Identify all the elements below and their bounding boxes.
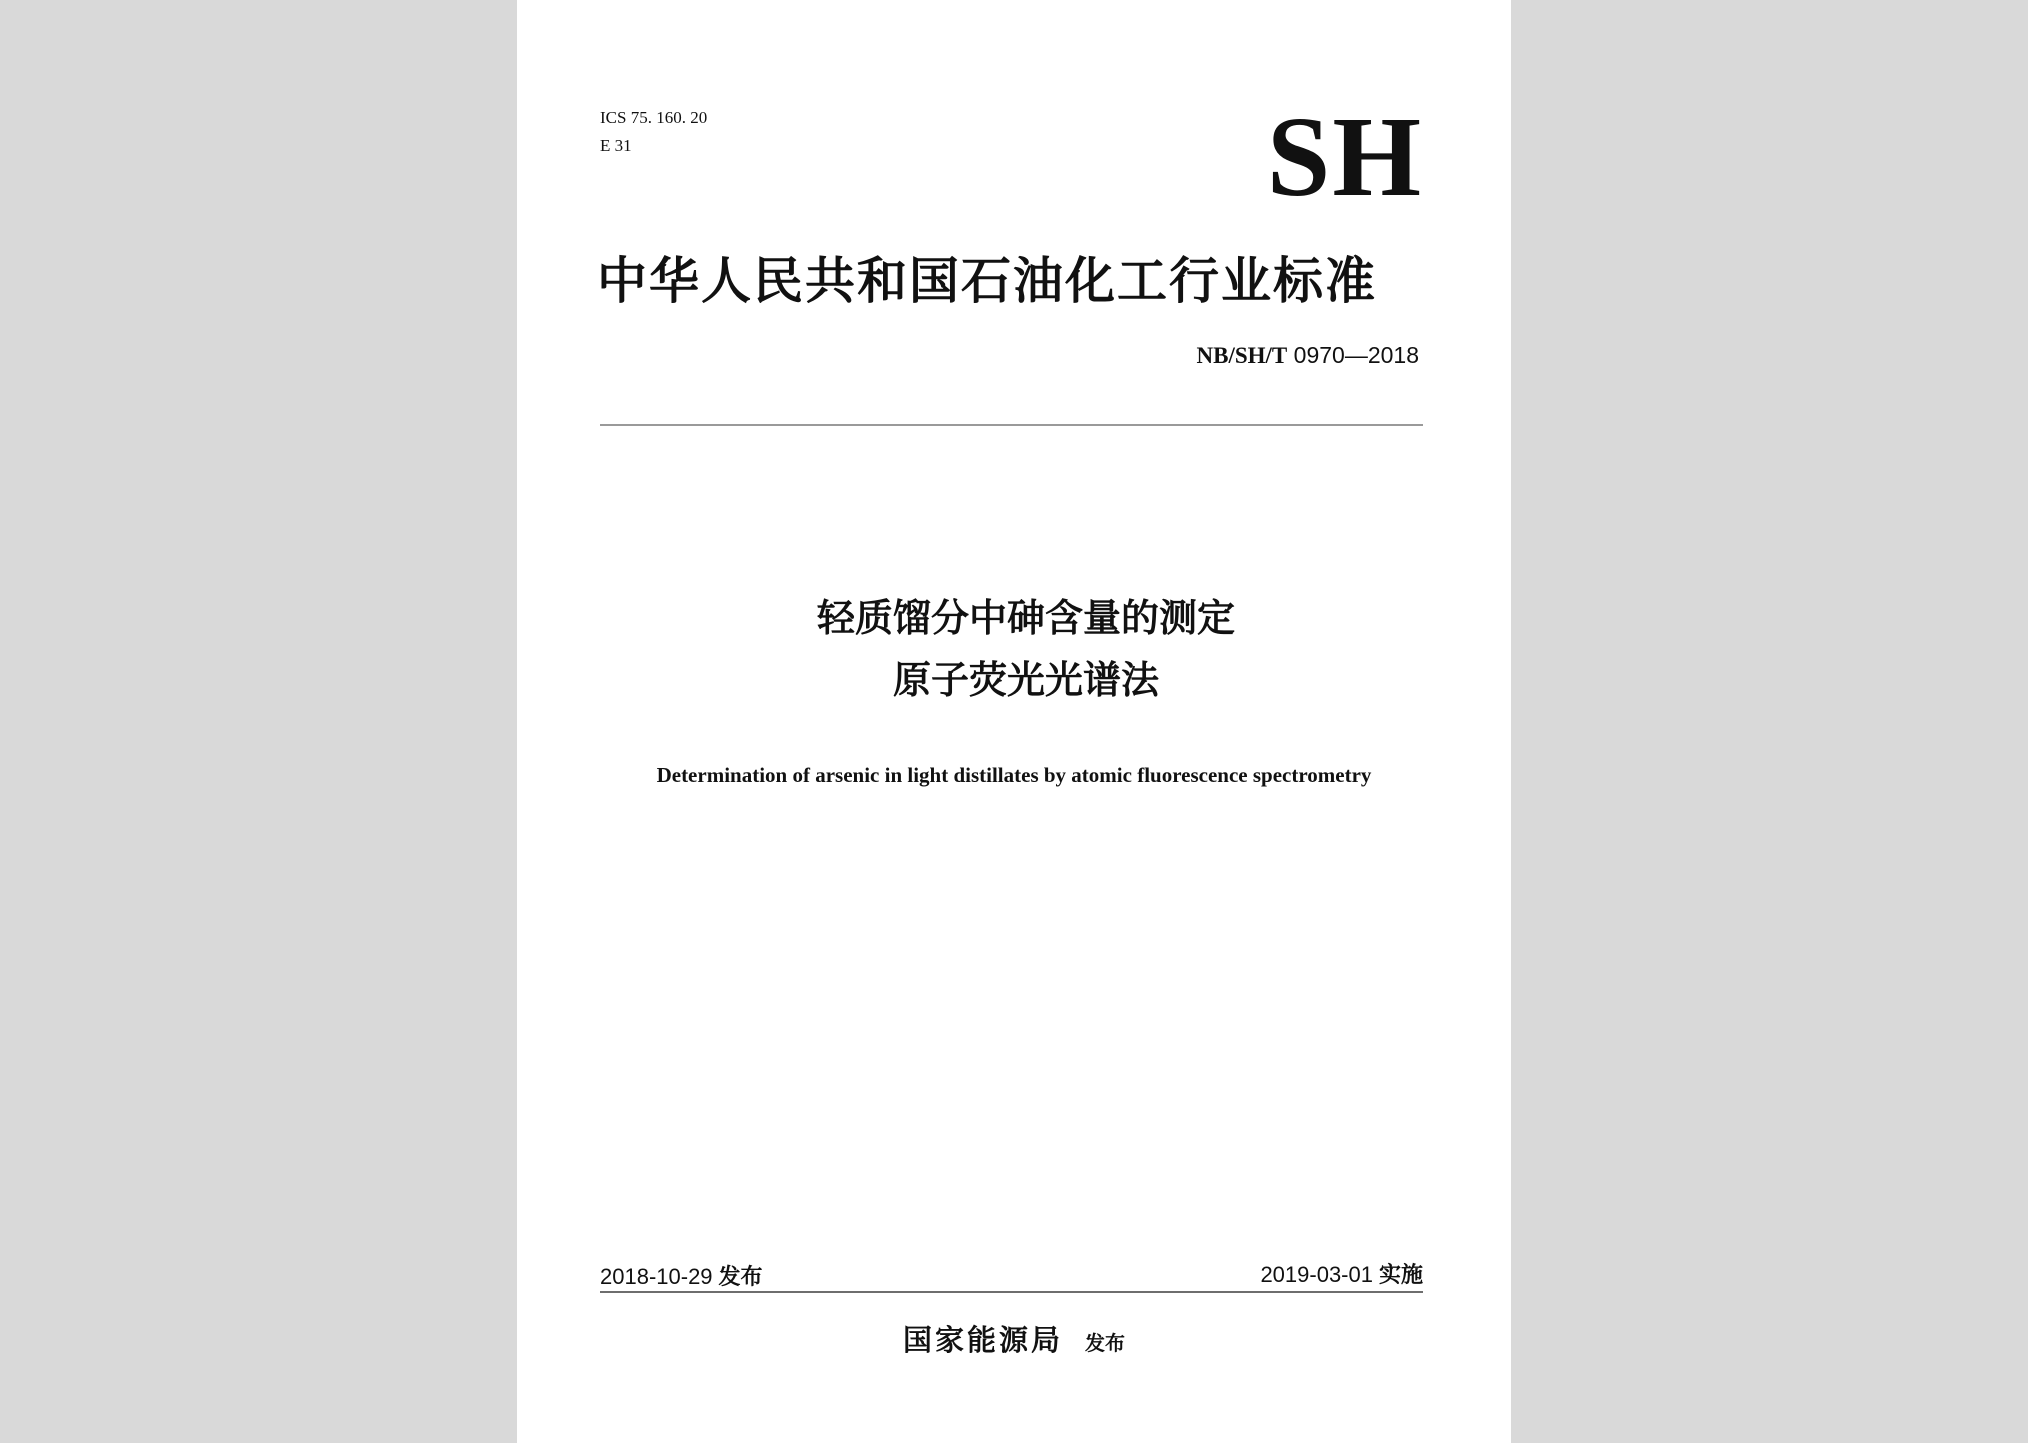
issue-date <box>600 1262 763 1293</box>
title-zh-line2: 原子荧光光谱法 <box>892 658 1159 702</box>
implementation-date <box>1260 1260 1423 1291</box>
publisher <box>517 1318 1511 1359</box>
sh-logo: SH <box>1266 93 1423 220</box>
publisher-name: 国家能源局 <box>902 1323 1063 1357</box>
publisher-action: 发布 <box>1085 1331 1125 1355</box>
ics-code: ICS 75. 160. 20 <box>600 108 708 127</box>
implementation-date-value: 2019-03-01 <box>1260 1262 1373 1287</box>
classification-codes <box>600 104 707 160</box>
title-zh-line1: 轻质馏分中砷含量的测定 <box>816 596 1235 640</box>
standard-prefix: NB/SH/T <box>1196 343 1288 368</box>
top-divider <box>600 424 1423 426</box>
issue-date-label: 发布 <box>718 1265 763 1290</box>
implementation-date-label: 实施 <box>1378 1263 1423 1288</box>
ccs-code: E 31 <box>600 136 632 155</box>
bottom-divider <box>600 1291 1423 1293</box>
issue-date-value: 2018-10-29 <box>600 1264 713 1289</box>
title-en: Determination of arsenic in light distillates by atomic fluorescence spectrometry <box>656 763 1372 787</box>
standard-code: 0970—2018 <box>1287 342 1419 368</box>
standard-category-title: 中华人民共和国石油化工行业标准 <box>597 252 1377 310</box>
standard-number <box>1197 340 1420 371</box>
cover-page <box>517 0 1511 1443</box>
